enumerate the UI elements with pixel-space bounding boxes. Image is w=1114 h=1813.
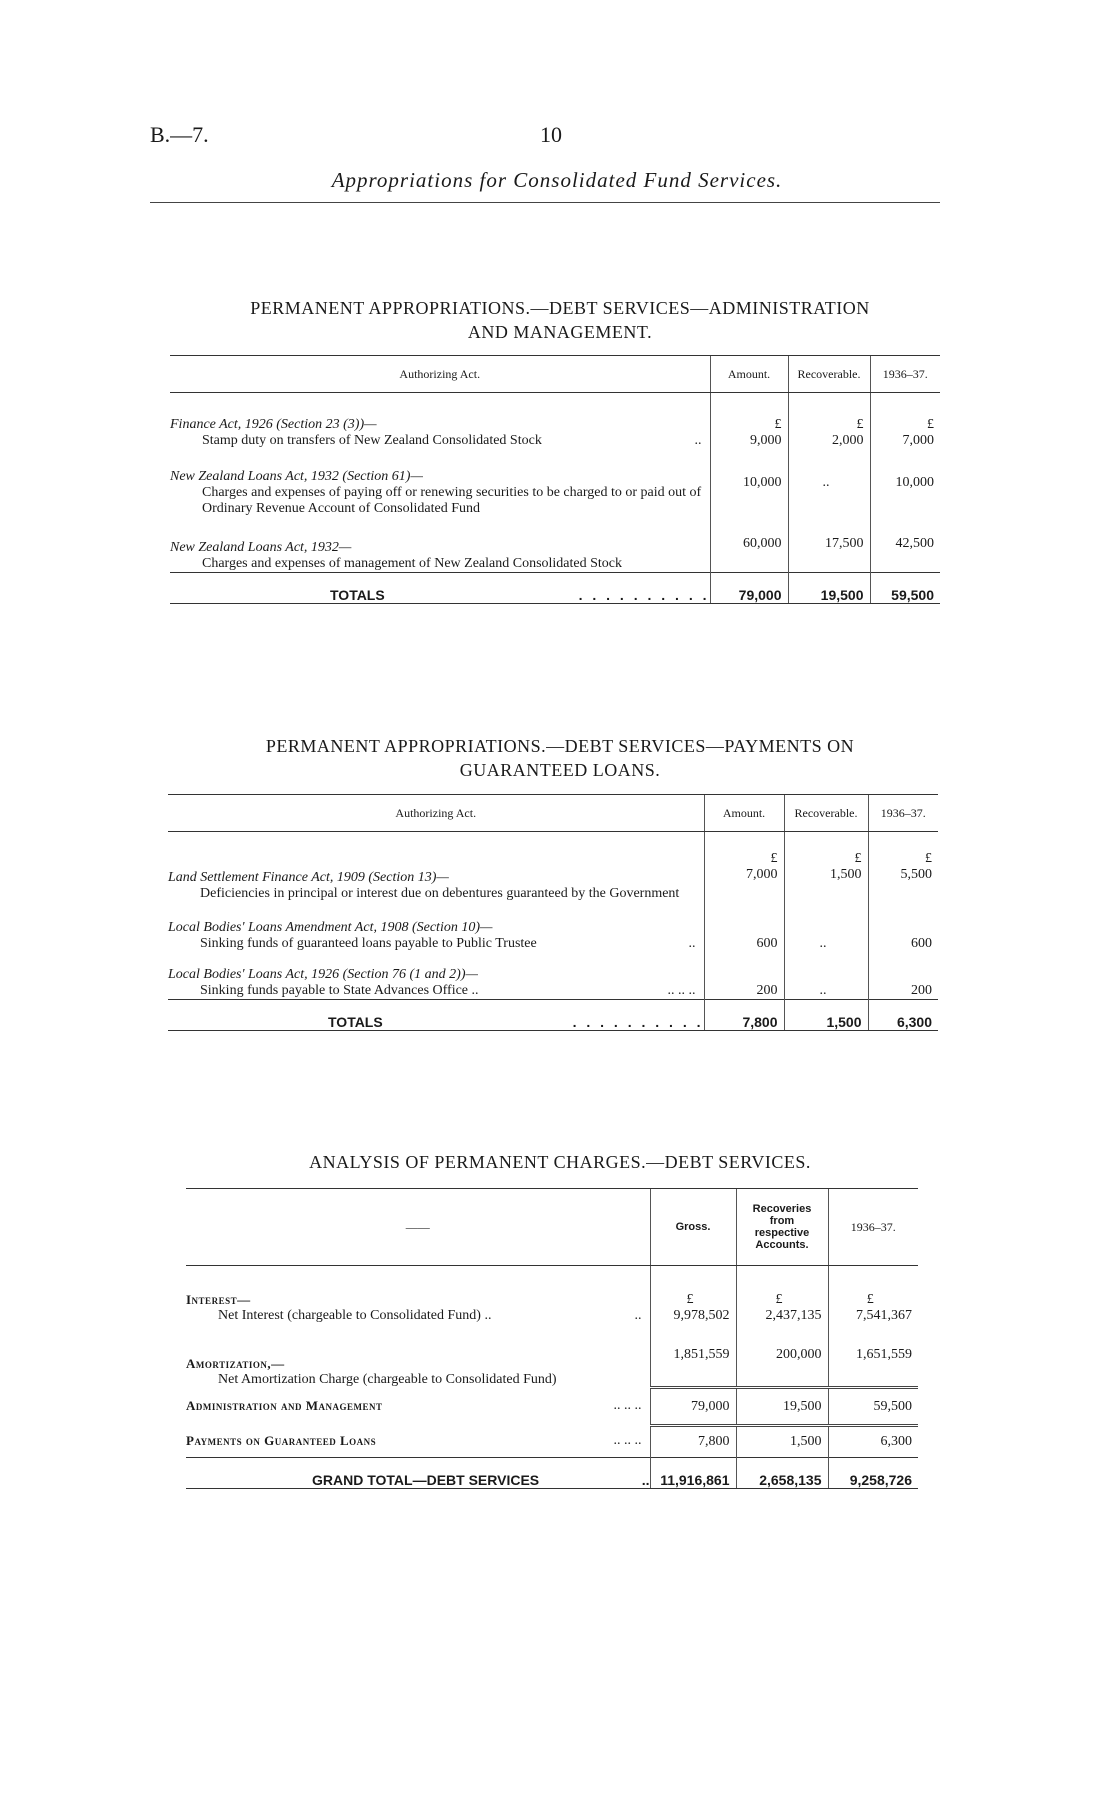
year-cell: £ 7,541,367 xyxy=(828,1266,918,1324)
column-header-year: 1936–37. xyxy=(828,1189,918,1266)
table-row xyxy=(186,1266,918,1324)
document-reference: B.—7. xyxy=(150,122,209,147)
gross-cell: 1,851,559 xyxy=(650,1324,736,1388)
admin-management-table xyxy=(170,355,940,604)
year-cell: 59,500 xyxy=(828,1388,918,1426)
header-rule xyxy=(150,202,940,203)
page-number: 10 xyxy=(540,122,562,147)
year-cell: 6,300 xyxy=(828,1426,918,1458)
table-row xyxy=(170,449,940,517)
year-cell: £ 5,500 xyxy=(868,832,938,902)
year-cell: 600 xyxy=(868,902,938,952)
column-header-recoverable: Recoverable. xyxy=(788,356,870,393)
column-header-year: 1936–37. xyxy=(870,356,940,393)
column-header-year: 1936–37. xyxy=(868,795,938,832)
totals-row: TOTALS . . . . . . . . . . 79,000 19,500 59,500 xyxy=(170,573,940,604)
year-cell: 42,500 xyxy=(870,517,940,573)
row-description: Charges and expenses of paying off or renewing securities to be charged to or paid out of Ordinary Revenue Account of Consolidated Fund xyxy=(202,484,702,516)
row-description: Sinking funds of guaranteed loans payable to Public Trustee .. xyxy=(200,935,696,951)
grand-total-label: GRAND TOTAL—DEBT SERVICES xyxy=(312,1472,540,1488)
recoveries-cell: 19,500 xyxy=(736,1388,828,1426)
row-heading: Interest— xyxy=(186,1291,251,1307)
recoveries-cell: 200,000 xyxy=(736,1324,828,1388)
column-header-amount: Amount. xyxy=(710,356,788,393)
table-row xyxy=(168,952,938,1000)
act-name: New Zealand Loans Act, 1932— xyxy=(170,540,352,555)
totals-year: 59,500 xyxy=(870,573,940,604)
act-name: Land Settlement Finance Act, 1909 (Section 13)— xyxy=(168,869,449,885)
table-row xyxy=(168,902,938,952)
gross-cell: 79,000 xyxy=(650,1388,736,1426)
column-header-blank: —— xyxy=(186,1189,650,1266)
row-heading: Payments on Guaranteed Loans xyxy=(186,1432,377,1448)
totals-label: TOTALS xyxy=(328,1014,383,1030)
year-cell: £ 7,000 xyxy=(870,393,940,449)
year-cell: 10,000 xyxy=(870,449,940,517)
recoveries-cell: 1,500 xyxy=(736,1426,828,1458)
analysis-table xyxy=(186,1188,918,1489)
recoverable-cell: .. xyxy=(784,952,868,1000)
section-title-line: PERMANENT APPROPRIATIONS.—DEBT SERVICES—ADMINISTRATION xyxy=(250,298,870,318)
row-description: Net Amortization Charge (chargeable to Consolidated Fund) xyxy=(218,1371,557,1387)
table-row xyxy=(186,1324,918,1388)
grand-total-row: GRAND TOTAL—DEBT SERVICES .. 11,916,861 2,658,135 9,258,726 xyxy=(186,1458,918,1489)
table-row xyxy=(170,393,940,449)
amount-cell: £ 7,000 xyxy=(704,832,784,902)
section-title-line: GUARANTEED LOANS. xyxy=(459,760,661,780)
recoverable-cell: 17,500 xyxy=(788,517,870,573)
guaranteed-loans-table xyxy=(168,794,938,1031)
amount-cell: 10,000 xyxy=(710,449,788,517)
recoverable-cell: £ 2,000 xyxy=(788,393,870,449)
table-row: Administration and Management .. .. .. 79,000 19,500 59,500 xyxy=(186,1388,918,1426)
column-header-recoveries: Recoveries from respective Accounts. xyxy=(736,1189,828,1266)
totals-label: TOTALS xyxy=(330,587,385,603)
grand-total-year: 9,258,726 xyxy=(828,1458,918,1489)
row-description: Stamp duty on transfers of New Zealand Consolidated Stock .. xyxy=(202,432,702,448)
column-header-act: Authorizing Act. xyxy=(170,356,710,393)
table-row: Payments on Guaranteed Loans .. .. .. 7,800 1,500 6,300 xyxy=(186,1426,918,1458)
row-description: Sinking funds payable to State Advances Office .. .. .. .. xyxy=(200,983,696,998)
section-title-line: AND MANAGEMENT. xyxy=(467,322,653,342)
totals-amount: 79,000 xyxy=(710,573,788,604)
section-title-guaranteed xyxy=(150,734,970,782)
section-title-admin xyxy=(150,296,970,344)
amount-cell: 600 xyxy=(704,902,784,952)
year-cell: 200 xyxy=(868,952,938,1000)
totals-amount: 7,800 xyxy=(704,1000,784,1031)
gross-cell: 7,800 xyxy=(650,1426,736,1458)
page-subtitle: Appropriations for Consolidated Fund Services. xyxy=(331,168,783,192)
row-heading: Amortization,— xyxy=(186,1355,285,1371)
totals-recoverable: 19,500 xyxy=(788,573,870,604)
recoverable-cell: £ 1,500 xyxy=(784,832,868,902)
totals-recoverable: 1,500 xyxy=(784,1000,868,1031)
table-row xyxy=(168,832,938,902)
amount-cell: 60,000 xyxy=(710,517,788,573)
row-description: Deficiencies in principal or interest due on debentures guaranteed by the Government xyxy=(200,885,680,901)
act-name: Local Bodies' Loans Amendment Act, 1908 (Section 10)— xyxy=(168,919,493,935)
row-description: Charges and expenses of management of New Zealand Consolidated Stock xyxy=(202,556,623,571)
row-heading: Administration and Management xyxy=(186,1398,383,1413)
section-title-analysis: ANALYSIS OF PERMANENT CHARGES.—DEBT SERVICES. xyxy=(309,1152,811,1172)
year-cell: 1,651,559 xyxy=(828,1324,918,1388)
totals-year: 6,300 xyxy=(868,1000,938,1031)
amount-cell: £ 9,000 xyxy=(710,393,788,449)
grand-total-recoveries: 2,658,135 xyxy=(736,1458,828,1489)
recoverable-cell: .. xyxy=(784,902,868,952)
row-description: Net Interest (chargeable to Consolidated Fund) .. .. xyxy=(218,1307,642,1323)
column-header-amount: Amount. xyxy=(704,795,784,832)
act-name: Local Bodies' Loans Act, 1926 (Section 76 (1 and 2))— xyxy=(168,967,478,982)
column-header-recoverable: Recoverable. xyxy=(784,795,868,832)
recoveries-cell: £ 2,437,135 xyxy=(736,1266,828,1324)
column-header-gross: Gross. xyxy=(650,1189,736,1266)
column-header-act: Authorizing Act. xyxy=(168,795,704,832)
table-row xyxy=(170,517,940,573)
grand-total-gross: 11,916,861 xyxy=(650,1458,736,1489)
amount-cell: 200 xyxy=(704,952,784,1000)
act-name: New Zealand Loans Act, 1932 (Section 61)— xyxy=(170,468,423,484)
recoverable-cell: .. xyxy=(788,449,870,517)
gross-cell: £ 9,978,502 xyxy=(650,1266,736,1324)
act-name: Finance Act, 1926 (Section 23 (3))— xyxy=(170,416,377,432)
section-title-line: PERMANENT APPROPRIATIONS.—DEBT SERVICES—PAYMENTS ON xyxy=(265,736,855,756)
totals-row: TOTALS . . . . . . . . . . 7,800 1,500 6,300 xyxy=(168,1000,938,1031)
